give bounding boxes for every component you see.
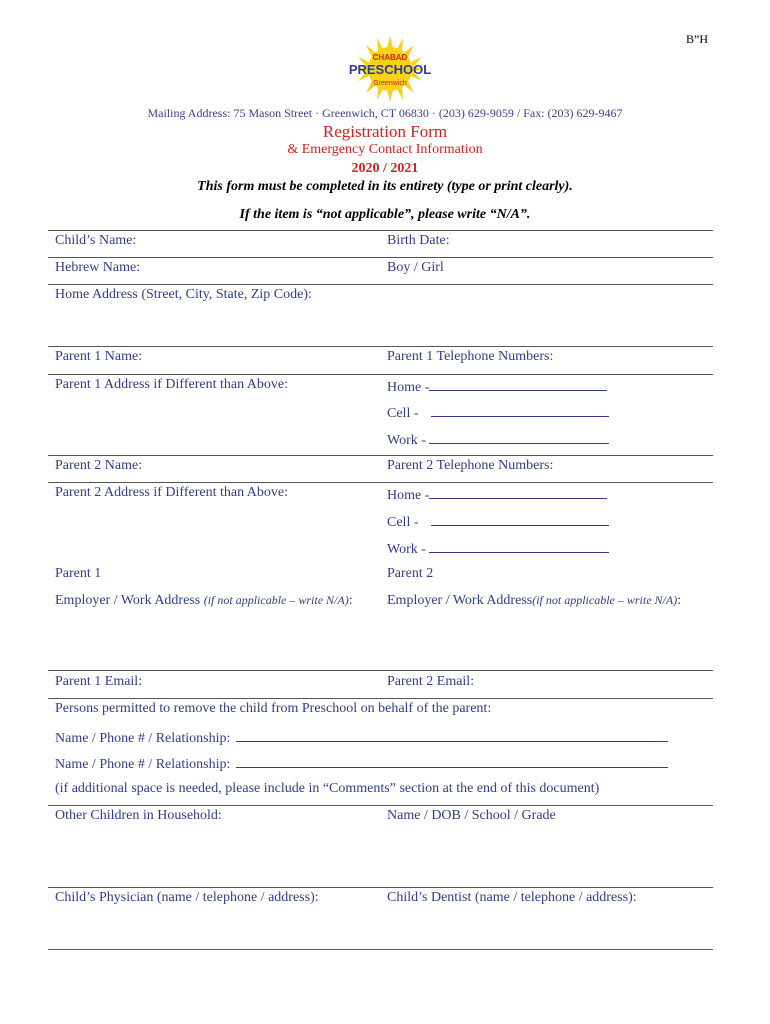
instruction-line-1: This form must be completed in its entirety (type or print clearly).: [197, 179, 573, 194]
preschool-logo: [348, 36, 432, 102]
physician-label: Child’s Physician (name / telephone / address):: [55, 890, 319, 905]
divider: [48, 887, 713, 888]
child-name-label: Child’s Name:: [55, 233, 137, 248]
parent1-work-phone[interactable]: Work -: [387, 430, 609, 449]
logo-main-text: PRESCHOOL: [348, 62, 432, 77]
parent1-address-label: Parent 1 Address if Different than Above:: [55, 377, 289, 392]
logo-top-text: CHABAD: [372, 53, 408, 62]
home-address-label: Home Address (Street, City, State, Zip Code):: [55, 287, 312, 302]
other-children-label: Other Children in Household:: [55, 808, 222, 823]
parent2-cell-phone[interactable]: Cell -: [387, 512, 609, 531]
divider: [48, 455, 713, 456]
parent1-phones-label: Parent 1 Telephone Numbers:: [387, 349, 554, 364]
divider: [48, 257, 713, 258]
parent2-address-label: Parent 2 Address if Different than Above:: [55, 485, 289, 500]
pickup-person-2[interactable]: Name / Phone # / Relationship:: [55, 754, 668, 773]
parent1-email-label: Parent 1 Email:: [55, 674, 143, 689]
pickup-person-1[interactable]: Name / Phone # / Relationship:: [55, 728, 668, 747]
children-columns-label: Name / DOB / School / Grade: [387, 808, 556, 823]
dentist-label: Child’s Dentist (name / telephone / address):: [387, 890, 637, 905]
form-title: Registration Form: [322, 122, 448, 141]
divider: [48, 230, 713, 231]
parent2-phones-label: Parent 2 Telephone Numbers:: [387, 458, 554, 473]
corner-mark: B”H: [686, 32, 708, 46]
divider: [48, 670, 713, 671]
birth-date-label: Birth Date:: [387, 233, 450, 248]
parent1-employer-label: Employer / Work Address (if not applicable – write N/A):: [55, 593, 353, 608]
mailing-address: Mailing Address: 75 Mason Street · Greenwich, CT 06830 · (203) 629-9059 / Fax: (203) 629-9467: [147, 106, 623, 120]
divider: [48, 374, 713, 375]
divider: [48, 805, 713, 806]
parent2-name-label: Parent 2 Name:: [55, 458, 143, 473]
parent2-home-phone[interactable]: Home -: [387, 485, 607, 504]
logo-bottom-text: Greenwich: [373, 80, 407, 87]
gender-label: Boy / Girl: [387, 260, 444, 275]
parent2-work-phone[interactable]: Work -: [387, 539, 609, 558]
divider: [48, 346, 713, 347]
instruction-line-2: If the item is “not applicable”, please write “N/A”.: [239, 207, 531, 222]
school-year: 2020 / 2021: [351, 161, 419, 176]
divider: [48, 284, 713, 285]
divider: [48, 949, 713, 950]
additional-space-note: (if additional space is needed, please include in “Comments” section at the end of this document): [55, 781, 600, 796]
parent1-name-label: Parent 1 Name:: [55, 349, 143, 364]
parent2-employer-label: Employer / Work Address(if not applicable – write N/A):: [387, 593, 682, 608]
parent1-heading: Parent 1: [55, 566, 102, 581]
hebrew-name-label: Hebrew Name:: [55, 260, 141, 275]
parent1-cell-phone[interactable]: Cell -: [387, 403, 609, 422]
parent1-home-phone[interactable]: Home -: [387, 377, 607, 396]
divider: [48, 482, 713, 483]
parent2-heading: Parent 2: [387, 566, 434, 581]
form-subtitle: & Emergency Contact Information: [287, 142, 483, 157]
persons-permitted-label: Persons permitted to remove the child from Preschool on behalf of the parent:: [55, 701, 492, 716]
divider: [48, 698, 713, 699]
parent2-email-label: Parent 2 Email:: [387, 674, 475, 689]
